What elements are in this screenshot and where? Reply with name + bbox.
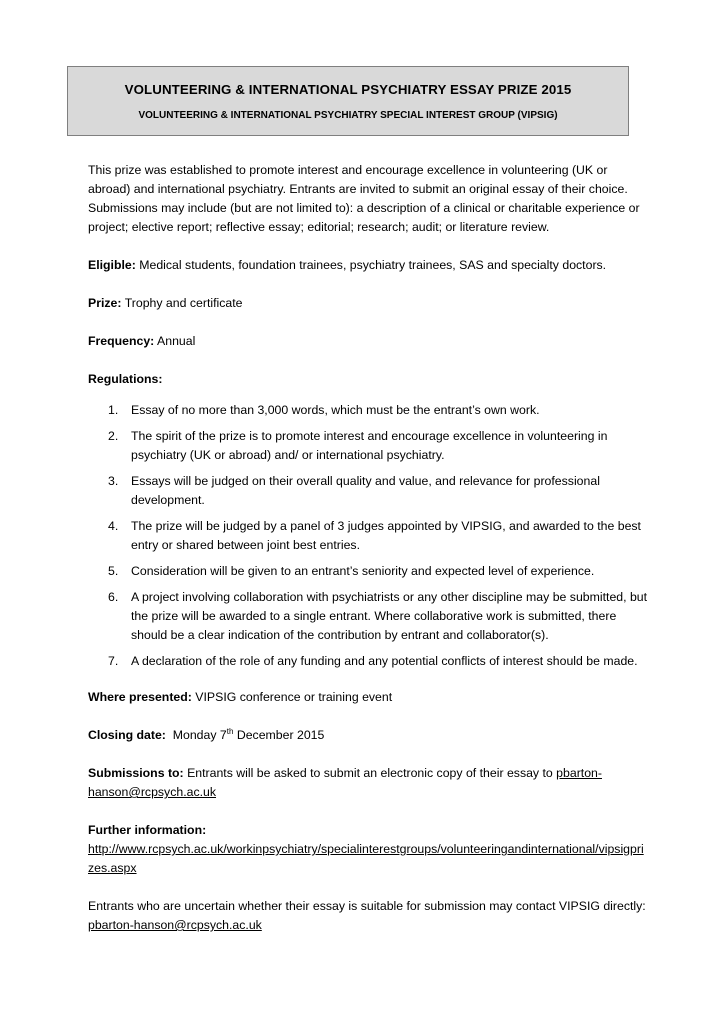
eligible-field bbox=[88, 256, 648, 275]
where-presented-value: VIPSIG conference or training event bbox=[195, 690, 393, 704]
submissions-field bbox=[88, 764, 648, 802]
list-item bbox=[88, 401, 648, 420]
contact-text: Entrants who are uncertain whether their essay is suitable for submission may contact VIPSIG directly: bbox=[88, 899, 646, 913]
where-presented-field bbox=[88, 688, 648, 707]
document-body bbox=[88, 161, 648, 954]
page-title: VOLUNTEERING & INTERNATIONAL PSYCHIATRY ESSAY PRIZE 2015 bbox=[124, 82, 572, 97]
list-item-number: 2. bbox=[108, 429, 119, 443]
further-info-label: Further information: bbox=[88, 823, 207, 837]
closing-date-label: Closing date: bbox=[88, 728, 166, 742]
list-item-text: The spirit of the prize is to promote interest and encourage excellence in volunteering in psychiatry (UK or abroad) and/ or international psychiatry. bbox=[131, 429, 608, 462]
where-presented-label: Where presented: bbox=[88, 690, 192, 704]
list-item-number: 6. bbox=[108, 590, 119, 604]
list-item bbox=[88, 517, 648, 555]
closing-date-field bbox=[88, 726, 648, 745]
intro-paragraph: This prize was established to promote interest and encourage excellence in volunteering (UK or abroad) and international psychiatry. Entrants are invited to submit an original essay of their choice. Submissions may include (but are not limited to): a description of a clinical or charitable experience or project; elective report; reflective essay; editorial; research; audit; or literature review. bbox=[88, 163, 640, 234]
submissions-email-link[interactable]: pbarton-hanson@rcpsych.ac.uk bbox=[88, 766, 602, 799]
contact-email-link[interactable]: pbarton-hanson@rcpsych.ac.uk bbox=[88, 918, 262, 932]
regulations-heading: Regulations: bbox=[88, 372, 163, 386]
list-item-number: 7. bbox=[108, 654, 119, 668]
list-item bbox=[88, 427, 648, 465]
closing-date-day: Monday 7 bbox=[172, 728, 227, 742]
list-item-number: 1. bbox=[108, 403, 119, 417]
page-subtitle: VOLUNTEERING & INTERNATIONAL PSYCHIATRY SPECIAL INTEREST GROUP (VIPSIG) bbox=[138, 110, 558, 121]
prize-value: Trophy and certificate bbox=[124, 296, 243, 310]
frequency-field bbox=[88, 332, 648, 351]
list-item-number: 3. bbox=[108, 474, 119, 488]
frequency-label: Frequency: bbox=[88, 334, 155, 348]
list-item bbox=[88, 472, 648, 510]
eligible-value: Medical students, foundation trainees, psychiatry trainees, SAS and specialty doctors. bbox=[139, 258, 607, 272]
submissions-label: Submissions to: bbox=[88, 766, 184, 780]
list-item-text: Essay of no more than 3,000 words, which must be the entrant’s own work. bbox=[131, 403, 540, 417]
contact-field bbox=[88, 897, 648, 935]
list-item-text: Consideration will be given to an entrant’s seniority and expected level of experience. bbox=[131, 564, 595, 578]
list-item-text: The prize will be judged by a panel of 3 judges appointed by VIPSIG, and awarded to the best entry or shared between joint best entries. bbox=[131, 519, 641, 552]
prize-label: Prize: bbox=[88, 296, 122, 310]
list-item bbox=[88, 562, 648, 581]
submissions-text: Entrants will be asked to submit an electronic copy of their essay to bbox=[187, 766, 557, 780]
list-item-text: Essays will be judged on their overall quality and value, and relevance for professional development. bbox=[131, 474, 600, 507]
list-item bbox=[88, 588, 648, 645]
list-item-text: A project involving collaboration with psychiatrists or any other discipline may be submitted, but the prize will be awarded to a single entrant. Where collaborative work is submitted, there should be a clear indication of the contribution by entrant and collaborator(s). bbox=[131, 590, 648, 642]
list-item-number: 4. bbox=[108, 519, 119, 533]
prize-field bbox=[88, 294, 648, 313]
closing-date-rest: December 2015 bbox=[233, 728, 325, 742]
regulations-list bbox=[88, 401, 648, 671]
list-item-text: A declaration of the role of any funding and any potential conflicts of interest should be made. bbox=[131, 654, 638, 668]
list-item-number: 5. bbox=[108, 564, 119, 578]
further-info-url-link[interactable]: http://www.rcpsych.ac.uk/workinpsychiatry/specialinterestgroups/volunteeringandinternational/vipsigprizes.aspx bbox=[88, 842, 644, 875]
further-info-field bbox=[88, 821, 648, 878]
closing-date-ordinal: th bbox=[226, 726, 234, 736]
frequency-value: Annual bbox=[157, 334, 196, 348]
list-item bbox=[88, 652, 648, 671]
title-box bbox=[67, 66, 629, 136]
eligible-label: Eligible: bbox=[88, 258, 136, 272]
